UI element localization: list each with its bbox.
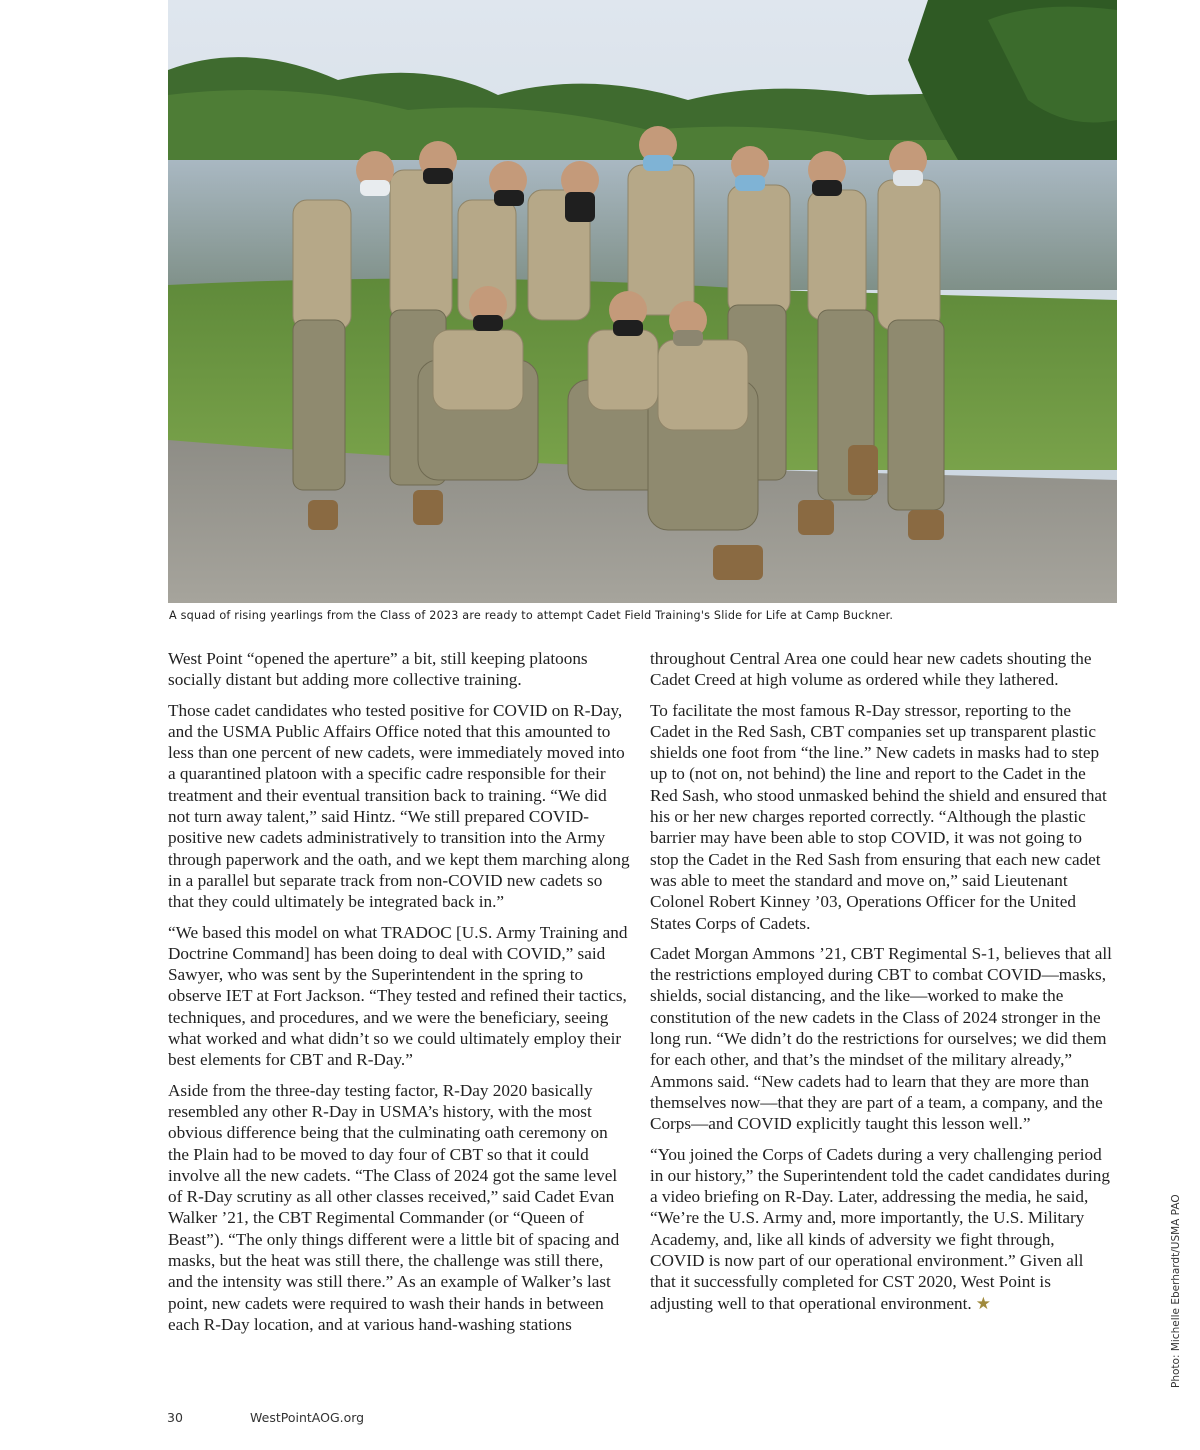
footer-site-link[interactable]: WestPointAOG.org — [250, 1410, 365, 1425]
paragraph: Those cadet candidates who tested positive for COVID on R-Day, and the USMA Public Affairs Office noted that this amounted to less than one percent of new cadets, were immediately moved into a quarantined platoon with a specific cadre responsible for their treatment and their eventual transition back to training. “We did not turn away talent,” said Hintz. “We still prepared COVID-positive new cadets administratively to transition into the Army through paperwork and the oath, and we kept them marching along in a parallel but separate track from non-COVID new cadets so that they could ultimately be integrated back in.” — [168, 700, 630, 912]
paragraph: To facilitate the most famous R-Day stressor, reporting to the Cadet in the Red Sash, CBT companies set up transparent plastic shields one foot from “the line.” New cadets in masks had to step up to (not on, not behind) the line and report to the Cadet in the Red Sash, who stood unmasked behind the shield and ensured that his or her new charges reported correctly. “Although the plastic barrier may have been able to stop COVID, it was not going to stop the Cadet in the Red Sash from ensuring that each new cadet was able to meet the standard and move on,” said Lieutenant Colonel Robert Kinney ’03, Operations Officer for the United States Corps of Cadets. — [650, 700, 1107, 933]
page-number: 30 — [167, 1410, 183, 1425]
photo-credit: Photo: Michelle Eberhardt/USMA PAO — [1170, 1194, 1182, 1388]
article-left-column — [168, 648, 630, 1344]
photo-illustration — [168, 0, 1117, 603]
paragraph: West Point “opened the aperture” a bit, still keeping platoons socially distant but adding more collective training. — [168, 649, 588, 690]
end-star-icon: ★ — [975, 1293, 992, 1313]
paragraph-final — [650, 1144, 1112, 1314]
paragraph: Aside from the three-day testing factor, R-Day 2020 basically resembled any other R-Day in USMA’s history, with the most obvious difference being that the culminating oath ceremony on the Plain had to be moved to day four of CBT so that it could involve all the new cadets. “The Class of 2024 got the same level of R-Day scrutiny as all other classes received,” said Cadet Evan Walker ’21, the CBT Regimental Commander (or “Queen of Beast”). “The only things different were a little bit of spacing and masks, but the heat was still there, the challenge was still there, and the intensity was still there.” As an example of Walker’s last point, new cadets were required to wash their hands in between each R-Day location, and at various hand-washing stations — [168, 1080, 620, 1334]
cadet-squad-photo — [168, 0, 1117, 603]
paragraph: throughout Central Area one could hear new cadets shouting the Cadet Creed at high volume as ordered while they lathered. — [650, 649, 1092, 690]
photo-caption: A squad of rising yearlings from the Class of 2023 are ready to attempt Cadet Field Training's Slide for Life at Camp Buckner. — [169, 609, 894, 622]
paragraph-final-text: “You joined the Corps of Cadets during a very challenging period in our history,” the Superintendent told the cadet candidates during a video briefing on R-Day. Later, addressing the media, he said, “We’re the U.S. Army and, more importantly, the U.S. Military Academy, and, like all kinds of adversity we fight through, COVID is now part of our operational environment.” Given all that it successfully completed for CST 2020, West Point is adjusting well to that operational environment. — [650, 1144, 1110, 1313]
article-right-column — [650, 648, 1112, 1323]
paragraph: “We based this model on what TRADOC [U.S. Army Training and Doctrine Command] has been doing to deal with COVID,” said Sawyer, who was sent by the Superintendent in the spring to observe IET at Fort Jackson. “They tested and refined their tactics, techniques, and procedures, and we were the beneficiary, seeing what worked and what didn’t so we could ultimately employ their best elements for CBT and R-Day.” — [168, 922, 628, 1070]
paragraph: Cadet Morgan Ammons ’21, CBT Regimental S-1, believes that all the restrictions employed during CBT to combat COVID—masks, shields, social distancing, and the like—worked to make the constitution of the new cadets in the Class of 2024 stronger in the long run. “We didn’t do the restrictions for ourselves; we did them for each other, and that’s the mindset of the military already,” Ammons said. “New cadets had to learn that they are more than themselves now—that they are part of a team, a company, and the Corps—and COVID explicitly taught this lesson well.” — [650, 943, 1112, 1134]
